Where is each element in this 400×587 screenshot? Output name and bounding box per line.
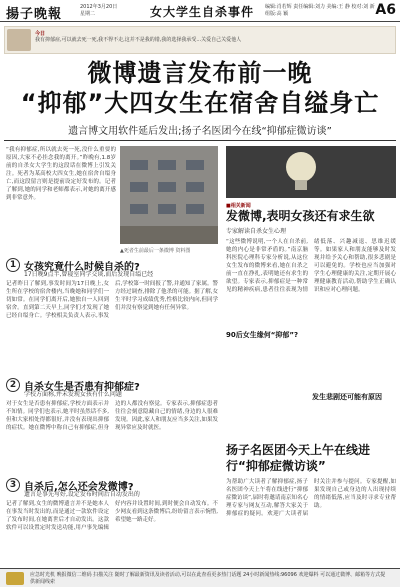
- page-number: A6: [375, 2, 396, 18]
- main-headline: [4, 58, 396, 118]
- photo-window: [158, 160, 176, 170]
- expert-interview-text: 为帮助广大读者了解抑郁症,扬子名医团今天上午将在线进行“抑郁症微访谈”,届时将邀请南京知名心理专家与网友互动,解答大家关于抑郁症的疑问。欢迎广大读者届时关注并参与提问。专家提醒,如果发现自己或身边的人出现持续的情绪低落,应当及时寻求专业帮助。: [226, 479, 396, 517]
- photo-window: [130, 204, 148, 214]
- sub-headline: 遗言博文用软件延后发出;扬子名医团今在线“抑郁症微访谈”: [68, 126, 332, 137]
- block-title: 女孩究竟什么时候自杀的?: [24, 262, 140, 273]
- teaser-image-icon: [7, 29, 31, 51]
- divider: [4, 140, 396, 141]
- lightbulb-icon: [286, 152, 316, 182]
- related-section-1: 90后女生缘何“抑郁”?: [226, 330, 306, 340]
- block-subtitle: 学校方面称,并未发现女孩有什么问题: [24, 391, 122, 398]
- photo-window: [186, 204, 204, 214]
- building-photo: [120, 146, 218, 244]
- block-number: 2: [6, 378, 20, 392]
- photo-window: [186, 160, 204, 170]
- photo-window: [130, 182, 148, 192]
- masthead: [0, 0, 400, 22]
- photo-window: [158, 182, 176, 192]
- issue-date: 2012年3月20日 星期二: [80, 4, 118, 17]
- block-title: 自杀女生是否患有抑郁症?: [24, 382, 140, 393]
- related-text: “这些微博说明,一个人在自杀前,她的内心是非常矛盾的。”南京脑科医院心理科专家分析说,从这位女生发布的微博来看,她在自杀之前一直在挣扎,表明她还有求生的欲望。专家表示,抑郁症是一种常见的精神疾病,患者往往表现为情绪低落、兴趣减退、思维迟缓等。如果家人和朋友能够及时发现并给予关心和帮助,很多悲剧是可以避免的。学校也应当加强对学生心理健康的关注,定期开展心理健康教育活动,帮助学生正确认识和应对心理问题。: [226, 239, 396, 293]
- footer-text: 应急时光机 晚报微信二维码 扫描关注 随时了解最新资讯及读者活动,可以在此查看更多热门话题 24小时新闻热线:96096 欢迎爆料 可以通过微博、邮箱等方式提供新闻线索: [30, 572, 386, 585]
- block-title: 自杀后,怎么还会发微博?: [24, 482, 134, 493]
- headline-line-2: “抑郁”大四女生在宿舍自缢身亡: [20, 89, 380, 117]
- related-section-2: 发生悲剧还可能有原因: [312, 392, 392, 402]
- newspaper-logo: 揚子晚報: [6, 7, 63, 22]
- block-subtitle: 遗言是事先写好,设定发布时间后自动发出的: [24, 491, 140, 498]
- question-block-3: [6, 478, 218, 564]
- related-news-tag: ■相关新闻: [226, 203, 251, 209]
- question-block-1: [6, 258, 218, 372]
- section-title: 女大学生自杀事件: [150, 5, 255, 19]
- headline-line-1: 微博遗言发布前一晚: [87, 59, 313, 87]
- lightbulb-base-icon: [295, 180, 307, 190]
- photo-ground: [120, 226, 218, 244]
- expert-interview-headline: 扬子名医团今天上午在线进行“抑郁症微访谈”: [226, 443, 371, 473]
- block-text: 记者昨日了解到,事发时间为17日晚上,女生所在学校的宿舍楼内,当晚她和同学们一切如常。在同学们离开后,她独自一人回到宿舍。直到第二天早上,同学们才发现了她已经自缢身亡。学校相关负责人表示,事发后,学校第一时间报了警,并通知了家属。警方经过调查,排除了他杀的可能。据了解,女生平时学习成绩优秀,性格比较内向,但同学们并没有察觉到她有任何异常。: [6, 281, 218, 319]
- photo-caption: ▲死者生前最后一条微博 资料图: [120, 248, 191, 254]
- related-subhead: 专家解读自杀女生心理: [226, 228, 287, 235]
- block-text: 对于女生是否患有抑郁症,学校方面表示并不知情。同学们也表示,她平时虽然话不多,但和大家相处得都很好,并没有表现出抑郁的症状。她在微博中称自己有抑郁症,但身边的人都没有察觉。专家表示,抑郁症患者往往会刻意隐藏自己的情绪,身边的人很难发现。因此,家人和朋友应当多关注,如果发现异常应及时就医。: [6, 401, 218, 431]
- block-number: 1: [6, 258, 20, 272]
- photo-window: [130, 160, 148, 170]
- question-block-2: [6, 378, 218, 476]
- block-text: 记者了解到,女生的微博遗言并不是她本人在事发当时发出的,而是通过一款软件设定了发布时间,在她离世后才自动发出。这款软件可以设置定时发送功能,用户事先编辑好内容并设置时间,到时便会自动发布。不少网友看到这条微博后,纷纷留言表示惋惜,希望她一路走好。: [6, 501, 218, 531]
- lightbulb-illustration: [226, 146, 396, 198]
- photo-window: [158, 204, 176, 214]
- teaser-text: 我有抑郁症,可以就去死一死,我不得不走,这并不是我的错,我的选择我承受...关爱自己关爱他人: [35, 37, 242, 43]
- teaser-strip: [4, 26, 396, 54]
- photo-window: [186, 182, 204, 192]
- block-number: 3: [6, 478, 20, 492]
- related-headline: 发微博,表明女孩还有求生欲: [226, 209, 375, 223]
- teaser-tag: 今日: [35, 31, 46, 37]
- lead-paragraph: “我有抑郁症,所以就去死一死,没什么重要的原因,大家不必挂念我的离开。”昨晚有,1.8岁前的自杀女大学生的这段话在微博上引发关注。死者为某高校大四女生,她在宿舍自缢身亡,而这段留言则是提前设定好发布的。记者了解到,她的同学和老师都表示,对她的离开感到非常意外。: [6, 147, 116, 201]
- qr-code-icon: [6, 572, 24, 585]
- editor-credits: 编辑:肖若辉 责任编辑:刘力 美编:王 静 校对:刘 新 组版:高 颖: [265, 4, 375, 17]
- footer-bar: [0, 568, 400, 587]
- block-subtitle: 17日晚9点半,曾寝室同学交谈,而后发现自缢已经: [24, 271, 154, 278]
